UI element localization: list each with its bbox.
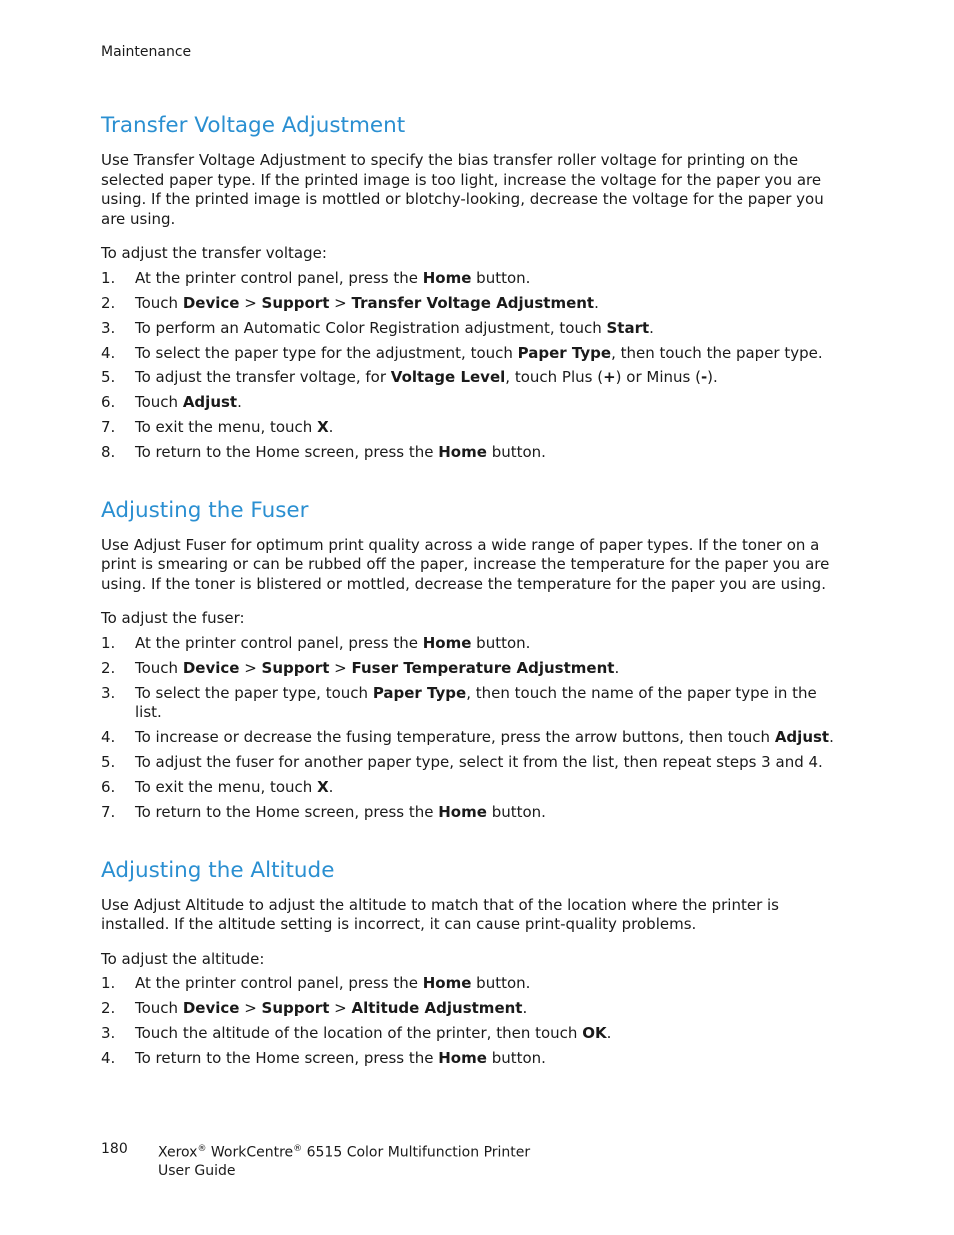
step-run: At the printer control panel, press the	[135, 634, 423, 653]
step-run: >	[239, 293, 262, 312]
steps-list	[101, 634, 846, 823]
step-item	[101, 999, 846, 1019]
step-run: button.	[486, 443, 546, 462]
step-text	[135, 344, 823, 364]
step-item	[101, 319, 846, 339]
step-run: To select the paper type, touch	[135, 683, 373, 702]
step-run: To increase or decrease the fusing temperature, press the arrow buttons, then touch	[135, 728, 775, 747]
ui-term: Adjust	[774, 728, 830, 747]
steps-lead: To adjust the altitude:	[101, 949, 265, 968]
step-run: Touch	[135, 393, 183, 412]
step-number: 1.	[101, 974, 116, 993]
step-run: .	[614, 658, 620, 677]
step-number: 2.	[101, 658, 116, 677]
step-number: 7.	[101, 802, 116, 821]
ui-term: Home	[438, 802, 487, 821]
step-number: 4.	[101, 1048, 116, 1067]
steps-list	[101, 269, 846, 463]
ui-term: Home	[438, 443, 487, 462]
step-run: Touch	[135, 293, 183, 312]
ui-term: Start	[606, 318, 650, 337]
step-text	[135, 1024, 611, 1044]
step-run: To perform an Automatic Color Registration adjustment, touch	[135, 318, 607, 337]
ui-term: OK	[582, 1024, 607, 1043]
step-number: 2.	[101, 999, 116, 1018]
step-run: >	[329, 293, 352, 312]
ui-term: Home	[422, 268, 472, 287]
step-text	[135, 269, 530, 289]
step-item	[101, 294, 846, 314]
step-run: .	[829, 728, 834, 747]
step-run: , touch Plus (	[505, 368, 604, 387]
section-intro: Use Adjust Fuser for optimum print quality across a wide range of paper types. If the toner on a print is smearing or can be rubbed off the paper, increase the temperature for the paper you are using. If the toner is blistered or mottled, decrease the temperature for the paper you are using.	[101, 535, 830, 593]
step-run: >	[329, 999, 352, 1018]
step-item	[101, 803, 846, 823]
step-text	[135, 368, 718, 388]
step-number: 3.	[101, 318, 116, 337]
section-intro: Use Adjust Altitude to adjust the altitude to match that of the location where the printer is installed. If the altitude setting is incorrect, it can cause print-quality problems.	[101, 895, 779, 934]
step-number: 3.	[101, 683, 116, 702]
step-number: 2.	[101, 293, 116, 312]
step-number: 8.	[101, 443, 116, 462]
brand-name: Xerox	[158, 1144, 198, 1161]
step-text	[135, 659, 619, 679]
step-text	[135, 319, 654, 339]
step-text	[135, 778, 333, 798]
section-title: Adjusting the Fuser	[101, 497, 309, 523]
ui-term: Paper Type	[372, 683, 467, 702]
ui-term: Home	[422, 974, 472, 993]
step-run: .	[594, 293, 599, 312]
step-run: button.	[471, 268, 531, 287]
step-run: To exit the menu, touch	[135, 778, 318, 797]
step-item	[101, 753, 846, 773]
step-item	[101, 368, 846, 388]
step-item	[101, 393, 846, 413]
step-item	[101, 634, 846, 654]
step-run: Touch	[135, 999, 183, 1018]
step-text	[135, 974, 530, 994]
step-run: ).	[707, 368, 718, 387]
section-intro: Use Transfer Voltage Adjustment to specify the bias transfer roller voltage for printing on the selected paper type. If the printed image is too light, increase the voltage for the paper you are using. If the printed image is mottled or blotchy-looking, decrease the voltage for the paper you are using.	[101, 150, 824, 228]
product-name	[158, 1140, 530, 1180]
step-number: 3.	[101, 1024, 116, 1043]
step-number: 5.	[101, 368, 116, 387]
step-run: To adjust the transfer voltage, for	[135, 368, 391, 387]
registered-mark: ®	[197, 1144, 207, 1154]
section-title: Transfer Voltage Adjustment	[101, 113, 406, 138]
ui-term: Support	[261, 293, 330, 312]
ui-term: Adjust	[182, 393, 238, 412]
step-text	[135, 393, 242, 413]
step-run: button.	[486, 802, 546, 821]
ui-term: Voltage Level	[390, 368, 506, 387]
step-text	[135, 418, 333, 438]
guide-title: User Guide	[158, 1162, 236, 1179]
step-run: .	[606, 1024, 612, 1043]
step-run: At the printer control panel, press the	[135, 974, 423, 993]
step-text	[135, 803, 546, 823]
ui-term: -	[700, 368, 708, 387]
step-text	[135, 294, 599, 314]
step-item	[101, 728, 846, 748]
step-run: Touch the altitude of the location of the printer, then touch	[135, 1024, 583, 1043]
step-text	[135, 1049, 546, 1069]
step-run: >	[329, 658, 352, 677]
ui-term: Support	[261, 658, 330, 677]
ui-term: Paper Type	[517, 343, 612, 362]
ui-term: Altitude Adjustment	[351, 999, 523, 1018]
section-fuser	[101, 497, 846, 823]
step-run: >	[239, 999, 262, 1018]
step-run: Touch	[135, 658, 183, 677]
steps-list	[101, 974, 846, 1068]
model-description: 6515 Color Multifunction Printer	[302, 1144, 531, 1161]
registered-mark: ®	[293, 1144, 303, 1154]
step-item	[101, 974, 846, 994]
step-run: To return to the Home screen, press the	[135, 1048, 439, 1067]
step-number: 6.	[101, 778, 116, 797]
step-run: .	[522, 999, 528, 1018]
running-head: Maintenance	[101, 44, 192, 60]
step-run: To return to the Home screen, press the	[135, 802, 439, 821]
step-run: >	[239, 658, 262, 677]
step-run: button.	[486, 1048, 546, 1067]
ui-term: Home	[438, 1048, 487, 1067]
step-run: button.	[471, 634, 531, 653]
step-number: 1.	[101, 634, 116, 653]
step-run: , then touch the paper type.	[611, 343, 823, 362]
step-item	[101, 443, 846, 463]
ui-term: X	[317, 418, 329, 437]
ui-term: Transfer Voltage Adjustment	[351, 293, 595, 312]
ui-term: X	[317, 778, 329, 797]
step-text	[135, 999, 527, 1019]
section-altitude	[101, 857, 846, 1069]
step-text	[135, 443, 546, 463]
step-item	[101, 1024, 846, 1044]
ui-term: Device	[182, 658, 240, 677]
step-item	[101, 344, 846, 364]
step-number: 4.	[101, 728, 116, 747]
step-run: , then touch the name of the paper type in the list.	[135, 683, 817, 722]
step-run: .	[237, 393, 242, 412]
step-run: To exit the menu, touch	[135, 418, 318, 437]
ui-term: Device	[182, 999, 240, 1018]
step-text	[135, 753, 823, 773]
step-item	[101, 684, 846, 723]
step-number: 6.	[101, 393, 116, 412]
ui-term: Support	[261, 999, 330, 1018]
step-number: 5.	[101, 753, 116, 772]
step-text	[135, 684, 846, 723]
step-item	[101, 418, 846, 438]
ui-term: +	[603, 368, 616, 387]
ui-term: Fuser Temperature Adjustment	[351, 658, 615, 677]
ui-term: Home	[422, 634, 472, 653]
step-run: .	[649, 318, 654, 337]
page-number: 180	[101, 1141, 128, 1157]
step-run: To return to the Home screen, press the	[135, 443, 439, 462]
step-run: button.	[471, 974, 531, 993]
ui-term: Device	[182, 293, 240, 312]
step-run: At the printer control panel, press the	[135, 268, 423, 287]
step-run: ) or Minus (	[615, 368, 701, 387]
step-run: To adjust the fuser for another paper type, select it from the list, then repeat steps 3 and 4.	[135, 753, 823, 772]
step-item	[101, 778, 846, 798]
step-text	[135, 634, 530, 654]
step-run: To select the paper type for the adjustment, touch	[135, 343, 518, 362]
step-item	[101, 1049, 846, 1069]
section-transfer-voltage	[101, 112, 846, 463]
step-run: .	[328, 778, 334, 797]
step-text	[135, 728, 834, 748]
step-item	[101, 269, 846, 289]
model-name: WorkCentre	[206, 1144, 294, 1161]
step-number: 4.	[101, 343, 116, 362]
step-number: 7.	[101, 418, 116, 437]
steps-lead: To adjust the transfer voltage:	[101, 244, 327, 263]
step-item	[101, 659, 846, 679]
step-number: 1.	[101, 268, 116, 287]
step-run: .	[328, 418, 334, 437]
section-title: Adjusting the Altitude	[101, 857, 335, 883]
page-content	[101, 112, 846, 1074]
steps-lead: To adjust the fuser:	[101, 609, 245, 628]
